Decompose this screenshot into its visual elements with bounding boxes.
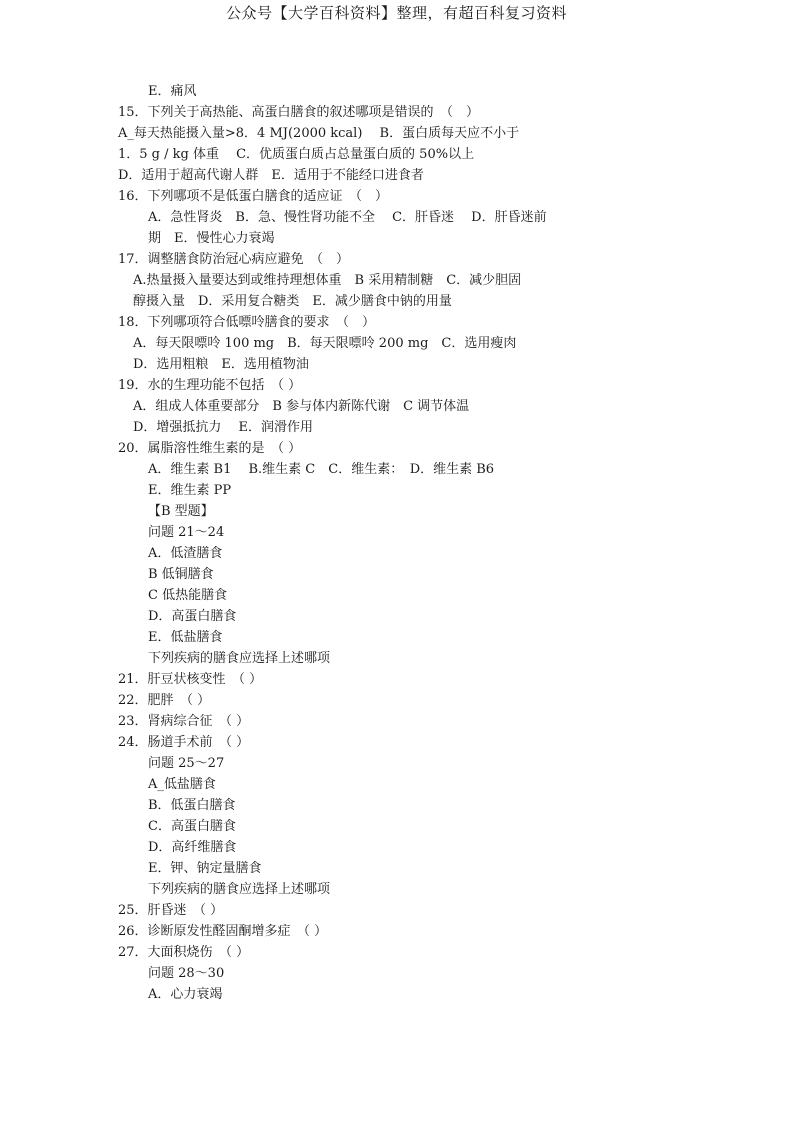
- text-line: 1．5 g / kg 体重 C．优质蛋白质占总量蛋白质的 50%以上: [118, 147, 475, 162]
- text-line: 16．下列哪项不是低蛋白膳食的适应证 （ ）: [118, 189, 389, 204]
- text-line: E．痛风: [148, 84, 197, 99]
- text-line: 18．下列哪项符合低嘌呤膳食的要求 （ ）: [118, 315, 376, 330]
- text-line: A_低盐膳食: [148, 777, 216, 792]
- text-line: 问题 28～30: [148, 966, 225, 981]
- page-header: 公众号【大学百科资料】整理，有超百科复习资料: [225, 4, 567, 22]
- text-line: 问题 25～27: [148, 756, 225, 771]
- text-line: C．高蛋白膳食: [148, 819, 236, 834]
- text-line: A．低渣膳食: [148, 546, 223, 561]
- text-line: 期 E．慢性心力衰竭: [148, 231, 275, 246]
- text-line: D．增强抵抗力 E．润滑作用: [133, 420, 314, 435]
- text-line: D．适用于超高代谢人群 E．适用于不能经口进食者: [118, 168, 424, 183]
- text-line: 20．属脂溶性维生素的是 （ ）: [118, 441, 302, 456]
- text-line: A．每天限嘌呤 100 mg B．每天限嘌呤 200 mg C．选用瘦肉: [133, 336, 517, 351]
- text-line: D．高纤维膳食: [148, 840, 237, 855]
- text-line: E．低盐膳食: [148, 630, 223, 645]
- text-line: B．低蛋白膳食: [148, 798, 236, 813]
- text-line: A．维生素 B1 B.维生素 C C．维生素： D．维生素 B6: [148, 462, 495, 477]
- text-line: 22．肥胖 （ ）: [118, 693, 211, 708]
- text-line: A_每天热能摄入量>8．4 MJ(2000 kcal) B．蛋白质每天应不小于: [118, 126, 520, 141]
- text-line: 26．诊断原发性醛固酮增多症 （ ）: [118, 924, 328, 939]
- text-line: 下列疾病的膳食应选择上述哪项: [148, 882, 331, 897]
- text-line: E．维生素 PP: [148, 483, 232, 498]
- text-line: 【B 型题】: [148, 504, 214, 519]
- text-line: 15．下列关于高热能、高蛋白膳食的叙述哪项是错误的 （ ）: [118, 105, 480, 120]
- text-line: 25．肝昏迷 （ ）: [118, 903, 224, 918]
- text-line: 19．水的生理功能不包括 （ ）: [118, 378, 302, 393]
- text-line: 问题 21～24: [148, 525, 225, 540]
- text-line: C 低热能膳食: [148, 588, 228, 603]
- text-line: A．组成人体重要部分 B 参与体内新陈代谢 C 调节体温: [133, 399, 470, 414]
- text-line: A．心力衰竭: [148, 987, 223, 1002]
- text-line: 24．肠道手术前 （ ）: [118, 735, 250, 750]
- text-line: 23．肾病综合征 （ ）: [118, 714, 250, 729]
- text-line: D．高蛋白膳食: [148, 609, 237, 624]
- text-line: 醇摄入量 D．采用复合糖类 E．减少膳食中钠的用量: [133, 294, 452, 309]
- text-line: A．急性肾炎 B．急、慢性肾功能不全 C．肝昏迷 D．肝昏迷前: [148, 210, 547, 225]
- text-line: D．选用粗粮 E．选用植物油: [133, 357, 309, 372]
- text-line: 21．肝豆状核变性 （ ）: [118, 672, 263, 687]
- text-line: 17．调整膳食防治冠心病应避免 （ ）: [118, 252, 350, 267]
- text-line: A.热量摄入量要达到或维持理想体重 B 采用精制糖 C．减少胆固: [133, 273, 522, 288]
- text-line: 27．大面积烧伤 （ ）: [118, 945, 250, 960]
- text-line: B 低铜膳食: [148, 567, 214, 582]
- text-line: 下列疾病的膳食应选择上述哪项: [148, 651, 331, 666]
- text-line: E．钾、钠定量膳食: [148, 861, 262, 876]
